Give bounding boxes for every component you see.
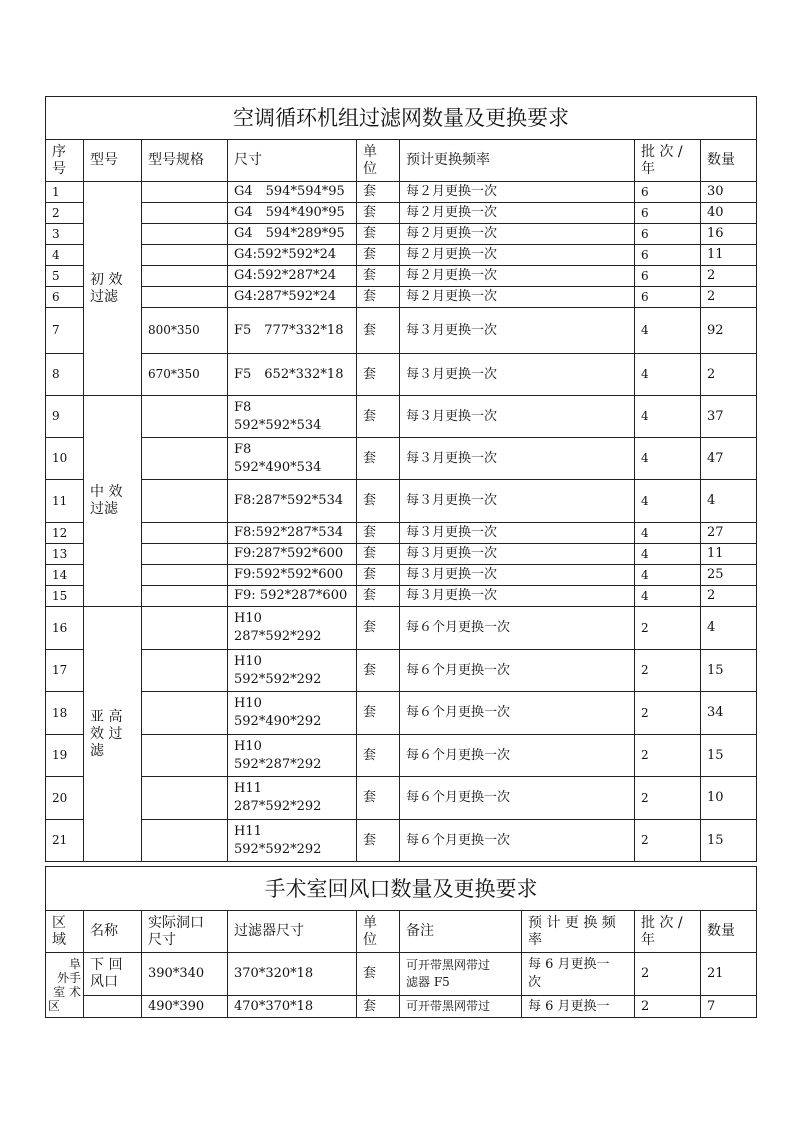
size-cell: H11 287*592*292 <box>228 777 357 820</box>
batch: 2 <box>635 953 701 996</box>
batch: 6 <box>635 224 701 245</box>
quantity: 11 <box>701 245 757 266</box>
quantity: 2 <box>701 266 757 287</box>
size-cell: F8:592*287*534 <box>228 523 357 544</box>
header-hole-size: 实际洞口 尺寸 <box>142 911 228 953</box>
unit: 套 <box>357 287 400 308</box>
quantity: 2 <box>701 287 757 308</box>
row-number: 21 <box>46 820 84 862</box>
row-number: 10 <box>46 438 84 480</box>
batch: 4 <box>635 438 701 480</box>
header-area: 区 域 <box>46 911 84 953</box>
quantity: 27 <box>701 523 757 544</box>
batch: 2 <box>635 777 701 820</box>
frequency: 每６个月更换一次 <box>400 650 635 692</box>
unit: 套 <box>357 480 400 523</box>
hole-size: 390*340 <box>142 953 228 996</box>
row-number: 16 <box>46 607 84 650</box>
unit: 套 <box>357 953 400 996</box>
unit: 套 <box>357 224 400 245</box>
size-cell: H10 592*490*292 <box>228 692 357 735</box>
model-spec <box>142 735 228 777</box>
model-spec <box>142 224 228 245</box>
batch: 2 <box>635 820 701 862</box>
quantity: 7 <box>701 996 757 1018</box>
model-spec <box>142 544 228 565</box>
header-unit: 单 位 <box>357 911 400 953</box>
size-cell: H11 592*592*292 <box>228 820 357 862</box>
quantity: 11 <box>701 544 757 565</box>
area-cell: 阜 外手 室 术 区 <box>46 953 84 1018</box>
quantity: 15 <box>701 650 757 692</box>
frequency: 每 6 月更换一 次 <box>522 953 635 996</box>
unit: 套 <box>357 544 400 565</box>
unit: 套 <box>357 820 400 862</box>
model-spec <box>142 692 228 735</box>
row-number: 9 <box>46 396 84 438</box>
quantity: 2 <box>701 354 757 396</box>
batch: 2 <box>635 692 701 735</box>
batch: 6 <box>635 266 701 287</box>
row-number: 15 <box>46 586 84 607</box>
unit: 套 <box>357 438 400 480</box>
row-number: 11 <box>46 480 84 523</box>
row-number: 4 <box>46 245 84 266</box>
size-cell: F9: 592*287*600 <box>228 586 357 607</box>
model-spec <box>142 607 228 650</box>
frequency: 每３月更换一次 <box>400 480 635 523</box>
header-filter-size: 过滤器尺寸 <box>228 911 357 953</box>
size-cell: F8 592*490*534 <box>228 438 357 480</box>
header-size: 尺寸 <box>228 140 357 182</box>
frequency: 每３月更换一次 <box>400 586 635 607</box>
quantity: 15 <box>701 735 757 777</box>
row-number: 7 <box>46 308 84 354</box>
model-group: 亚 高 效 过 滤 <box>84 607 142 862</box>
filter-size: 370*320*18 <box>228 953 357 996</box>
frequency: 每６个月更换一次 <box>400 692 635 735</box>
header-spec: 型号规格 <box>142 140 228 182</box>
quantity: 37 <box>701 396 757 438</box>
row-number: 1 <box>46 182 84 203</box>
row-number: 8 <box>46 354 84 396</box>
size-cell: F5 652*332*18 <box>228 354 357 396</box>
unit: 套 <box>357 607 400 650</box>
row-number: 14 <box>46 565 84 586</box>
model-spec <box>142 266 228 287</box>
hole-size: 490*390 <box>142 996 228 1018</box>
frequency: 每３月更换一次 <box>400 396 635 438</box>
row-number: 19 <box>46 735 84 777</box>
unit: 套 <box>357 523 400 544</box>
model-spec <box>142 396 228 438</box>
frequency: 每２月更换一次 <box>400 245 635 266</box>
batch: 6 <box>635 203 701 224</box>
quantity: 47 <box>701 438 757 480</box>
header-unit: 单 位 <box>357 140 400 182</box>
size-cell: F8 592*592*534 <box>228 396 357 438</box>
unit: 套 <box>357 354 400 396</box>
quantity: 30 <box>701 182 757 203</box>
model-spec: 670*350 <box>142 354 228 396</box>
row-number: 3 <box>46 224 84 245</box>
unit: 套 <box>357 735 400 777</box>
batch: 6 <box>635 287 701 308</box>
size-cell: G4 594*490*95 <box>228 203 357 224</box>
size-cell: H10 592*287*292 <box>228 735 357 777</box>
quantity: 2 <box>701 586 757 607</box>
unit: 套 <box>357 182 400 203</box>
model-spec <box>142 438 228 480</box>
frequency: 每３月更换一次 <box>400 565 635 586</box>
batch: 2 <box>635 607 701 650</box>
filter-size: 470*370*18 <box>228 996 357 1018</box>
frequency: 每２月更换一次 <box>400 266 635 287</box>
size-cell: F9:287*592*600 <box>228 544 357 565</box>
table-title: 手术室回风口数量及更换要求 <box>46 867 757 911</box>
row-number: 2 <box>46 203 84 224</box>
frequency: 每６个月更换一次 <box>400 607 635 650</box>
model-spec <box>142 480 228 523</box>
batch: 4 <box>635 544 701 565</box>
unit: 套 <box>357 586 400 607</box>
model-group: 中 效 过滤 <box>84 396 142 607</box>
size-cell: G4:287*592*24 <box>228 287 357 308</box>
header-model: 型号 <box>84 140 142 182</box>
name-cell: 下 回 风口 <box>84 953 142 996</box>
model-group: 初 效 过滤 <box>84 182 142 396</box>
header-quantity: 数量 <box>701 140 757 182</box>
size-cell: G4 594*289*95 <box>228 224 357 245</box>
quantity: 40 <box>701 203 757 224</box>
row-number: 12 <box>46 523 84 544</box>
batch: 4 <box>635 565 701 586</box>
note: 可开带黑网带过 <box>400 996 522 1018</box>
size-cell: G4:592*592*24 <box>228 245 357 266</box>
batch: 6 <box>635 245 701 266</box>
header-batch: 批 次 / 年 <box>635 140 701 182</box>
unit: 套 <box>357 245 400 266</box>
header-frequency: 预计更换频率 <box>400 140 635 182</box>
quantity: 10 <box>701 777 757 820</box>
size-cell: F8:287*592*534 <box>228 480 357 523</box>
frequency: 每２月更换一次 <box>400 203 635 224</box>
quantity: 16 <box>701 224 757 245</box>
unit: 套 <box>357 650 400 692</box>
unit: 套 <box>357 692 400 735</box>
quantity: 34 <box>701 692 757 735</box>
frequency: 每３月更换一次 <box>400 354 635 396</box>
note: 可开带黑网带过 滤器 F5 <box>400 953 522 996</box>
unit: 套 <box>357 565 400 586</box>
header-frequency: 预 计 更 换 频 率 <box>522 911 635 953</box>
batch: 6 <box>635 182 701 203</box>
model-spec: 800*350 <box>142 308 228 354</box>
unit: 套 <box>357 996 400 1018</box>
model-spec <box>142 650 228 692</box>
batch: 2 <box>635 735 701 777</box>
size-cell: F9:592*592*600 <box>228 565 357 586</box>
table-title: 空调循环机组过滤网数量及更换要求 <box>46 97 757 140</box>
header-name: 名称 <box>84 911 142 953</box>
quantity: 25 <box>701 565 757 586</box>
header-note: 备注 <box>400 911 522 953</box>
batch: 4 <box>635 523 701 544</box>
name-cell <box>84 996 142 1018</box>
row-number: 18 <box>46 692 84 735</box>
size-cell: G4 594*594*95 <box>228 182 357 203</box>
size-cell: H10 287*592*292 <box>228 607 357 650</box>
quantity: 15 <box>701 820 757 862</box>
frequency: 每３月更换一次 <box>400 544 635 565</box>
return-vent-table <box>45 866 757 1018</box>
batch: 2 <box>635 996 701 1018</box>
batch: 2 <box>635 650 701 692</box>
unit: 套 <box>357 777 400 820</box>
frequency: 每６个月更换一次 <box>400 820 635 862</box>
frequency: 每３月更换一次 <box>400 438 635 480</box>
frequency: 每 6 月更换一 <box>522 996 635 1018</box>
model-spec <box>142 245 228 266</box>
unit: 套 <box>357 203 400 224</box>
quantity: 4 <box>701 607 757 650</box>
model-spec <box>142 820 228 862</box>
row-number: 13 <box>46 544 84 565</box>
model-spec <box>142 586 228 607</box>
size-cell: H10 592*592*292 <box>228 650 357 692</box>
batch: 4 <box>635 308 701 354</box>
model-spec <box>142 182 228 203</box>
size-cell: F5 777*332*18 <box>228 308 357 354</box>
frequency: 每３月更换一次 <box>400 523 635 544</box>
batch: 4 <box>635 586 701 607</box>
batch: 4 <box>635 480 701 523</box>
frequency: 每２月更换一次 <box>400 182 635 203</box>
row-number: 5 <box>46 266 84 287</box>
frequency: 每２月更换一次 <box>400 287 635 308</box>
model-spec <box>142 203 228 224</box>
row-number: 6 <box>46 287 84 308</box>
unit: 套 <box>357 266 400 287</box>
model-spec <box>142 287 228 308</box>
frequency: 每６个月更换一次 <box>400 735 635 777</box>
row-number: 20 <box>46 777 84 820</box>
unit: 套 <box>357 308 400 354</box>
size-cell: G4:592*287*24 <box>228 266 357 287</box>
header-batch: 批 次 / 年 <box>635 911 701 953</box>
filter-table <box>45 96 757 862</box>
frequency: 每３月更换一次 <box>400 308 635 354</box>
batch: 4 <box>635 354 701 396</box>
model-spec <box>142 777 228 820</box>
quantity: 21 <box>701 953 757 996</box>
unit: 套 <box>357 396 400 438</box>
header-seq: 序 号 <box>46 140 84 182</box>
model-spec <box>142 523 228 544</box>
header-quantity: 数量 <box>701 911 757 953</box>
row-number: 17 <box>46 650 84 692</box>
model-spec <box>142 565 228 586</box>
quantity: 92 <box>701 308 757 354</box>
frequency: 每６个月更换一次 <box>400 777 635 820</box>
quantity: 4 <box>701 480 757 523</box>
frequency: 每２月更换一次 <box>400 224 635 245</box>
batch: 4 <box>635 396 701 438</box>
